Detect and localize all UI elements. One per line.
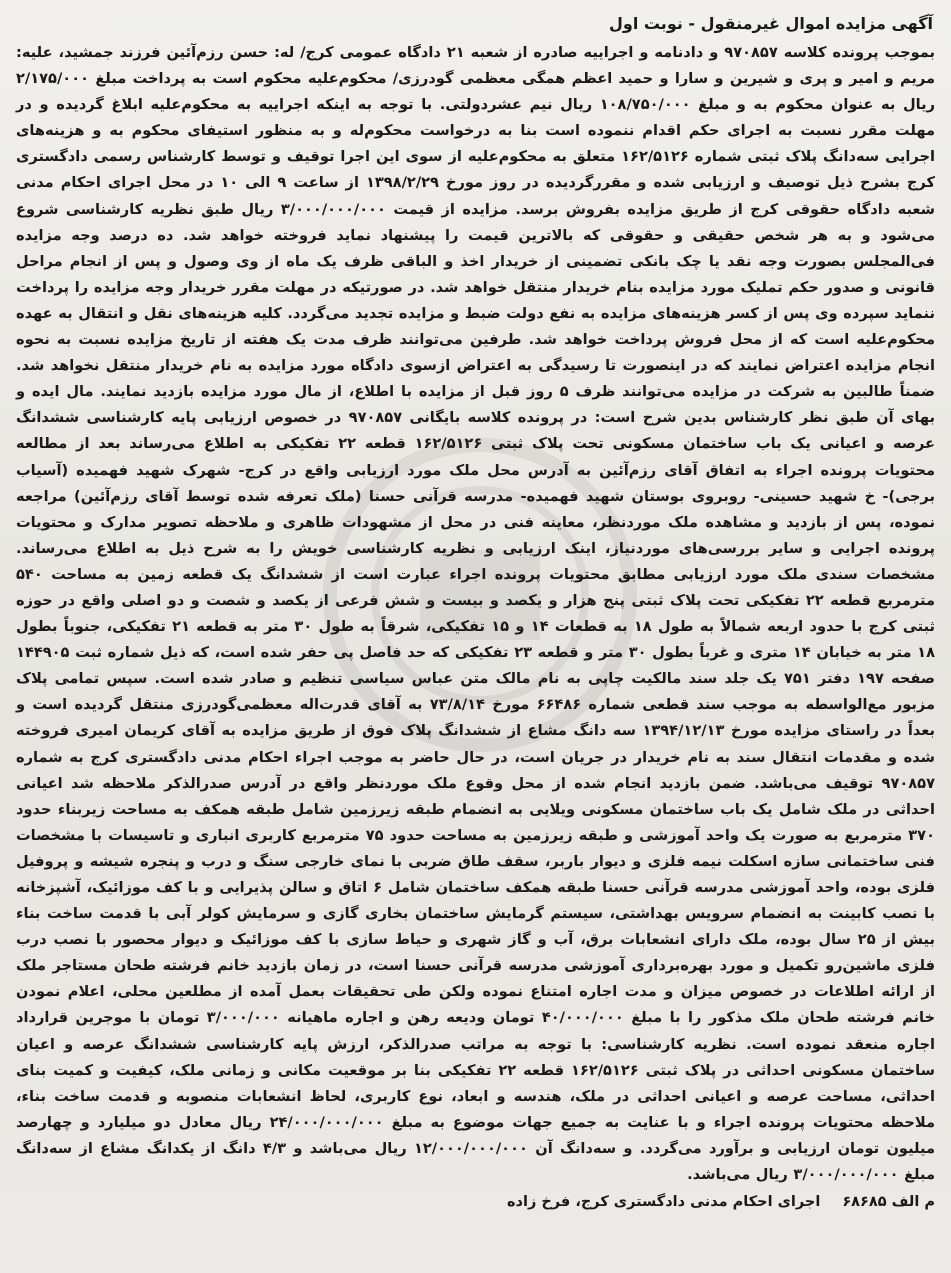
notice-signature: اجرای احکام مدنی دادگستری کرج، فرخ زاده (506, 1194, 821, 1211)
notice-body: بموجب پرونده کلاسه ۹۷۰۸۵۷ و دادنامه و اجراییه صادره از شعبه ۲۱ دادگاه عمومی کرج/ له: حسن رزم‌آئین فرزند جمشید، علیه: مریم و امیر و پری و شیرین و سارا و حمید اعظم همگی معظمی گودرزی/ محکوم‌علیه محکوم است به پرداخت مبلغ ۲/۱۷۵/۰۰۰ ریال به عنوان محکوم به و مبلغ ۱۰۸/۷۵۰/۰۰۰ ریال نیم عشردولتی. با توجه به اینکه اجراییه به محکوم‌علیه ابلاغ گردیده و در مهلت مقرر نسبت به اجرای حکم اقدام ننموده است بنا به درخواست محکوم‌له و به منظور استیفای محکوم به و هزینه‌های اجرایی سه‌دانگ پلاک ثبتی شماره ۱۶۲/۵۱۲۶ متعلق به محکوم‌علیه از سوی این اجرا توقیف و توسط کارشناس رسمی دادگستری کرج بشرح ذیل توصیف و ارزیابی شده و مقررگردیده در روز مورخ ۱۳۹۸/۲/۲۹ از ساعت ۹ الی ۱۰ در محل اجرای احکام مدنی شعبه دادگاه حقوقی کرج از طریق مزایده بفروش برسد. مزایده از قیمت ۳/۰۰۰/۰۰۰/۰۰۰ ریال طبق نظریه کارشناسی شروع می‌شود و به هر شخص حقیقی و حقوقی که بالاترین قیمت را پیشنهاد نماید فروخته خواهد شد. ده درصد وجه مزایده فی‌المجلس بصورت وجه نقد یا چک بانکی تضمینی از خریدار اخذ و الباقی ظرف یک ماه از وی وصول و پس از انجام مراحل قانونی و صدور حکم تملیک مورد مزایده بنام خریدار منتقل خواهد شد. در صورتیکه در مهلت مقرر خریدار وجه مزایده را پرداخت ننماید سپرده وی پس از کسر هزینه‌های مزایده به نفع دولت ضبط و مزایده تجدید می‌گردد. کلیه هزینه‌های نقل و انتقال به عهده محکوم‌علیه است که از محل فروش پرداخت خواهد شد. طرفین می‌توانند ظرف مدت یک هفته از تاریخ مزایده نسبت به نحوه انجام مزایده اعتراض نمایند که در اینصورت تا رسیدگی به اعتراض ازسوی دادگاه مورد مزایده به نام خریدار منتقل نخواهد شد. ضمناً طالبین به شرکت در مزایده می‌توانند ظرف ۵ روز قبل از مزایده با اطلاع، از مال مورد مزایده بازدید نمایند. مال ایده و بهای آن طبق نظر کارشناس بدین شرح است: در پرونده کلاسه بایگانی ۹۷۰۸۵۷ در خصوص ارزیابی پایه کارشناسی ششدانگ عرصه و اعیانی یک باب ساختمان مسکونی تحت پلاک ثبتی ۱۶۲/۵۱۲۶ قطعه ۲۲ تفکیکی به اطلاع می‌رساند بعد از مطالعه محتویات پرونده اجراء به اتفاق آقای رزم‌آئین به آدرس محل ملک مورد ارزیابی واقع در کرج- شهرک شهید فهمیده (آسیاب برجی)- خ شهید حسینی- روبروی بوستان شهید فهمیده- مدرسه قرآنی حسنا (ملک تعرفه شده توسط آقای رزم‌آئین) مراجعه نموده، پس از بازدید و مشاهده ملک موردنظر، معاینه فنی در محل از مشهودات ظاهری و ملاحظه تصویر مدارک و محتویات پرونده اجرایی و سایر بررسی‌های موردنیاز، اینک ارزیابی و نظریه کارشناسی خویش را به شرح ذیل به اطلاع می‌رساند. مشخصات سندی ملک مورد ارزیابی مطابق محتویات پرونده اجراء عبارت است از ششدانگ یک قطعه زمین به مساحت ۵۴۰ مترمربع قطعه ۲۲ تفکیکی تحت پلاک ثبتی پنج هزار و یکصد و بیست و شش فرعی از یکصد و شصت و دو اصلی واقع در حوزه ثبتی کرج با حدود اربعه شمالاً به طول ۱۸ به قطعات ۱۴ و ۱۵ تفکیکی، شرقاً به طول ۳۰ متر به قطعه ۲۱ تفکیکی، جنوباً بطول ۱۸ متر به خیابان ۱۴ متری و غرباً بطول ۳۰ متر و قطعه ۲۳ تفکیکی که حد فاصل پی حفر شده است، که ذیل شماره ثبت ۱۴۴۹۰۵ صفحه ۱۹۷ دفتر ۷۵۱ یک جلد سند مالکیت چاپی به نام مالک متن عباس سیاسی تنظیم و صادر شده است. سپس تمامی پلاک مزبور مع‌الواسطه به موجب سند قطعی شماره ۶۶۴۸۶ مورخ ۷۳/۸/۱۴ به آقای قدرت‌اله معظمی‌گودرزی منتقل گردیده است و بعداً در راستای مزایده مورخ ۱۳۹۴/۱۲/۱۳ سه دانگ مشاع از ششدانگ پلاک فوق از طریق مزایده به آقای کریمان امیری فروخته شده و مقدمات انتقال سند به نام خریدار در جریان است، در حال حاضر به موجب اجراء احکام مدنی دادگستری کرج به شماره ۹۷۰۸۵۷ توقیف می‌باشد. ضمن بازدید انجام شده از محل وقوع ملک موردنظر واقع در آدرس صدرالذکر ملاحظه شد اعیانی احداثی در ملک شامل یک باب ساختمان مسکونی ویلایی به انضمام طبقه زیرزمین شامل طبقه همکف به مساحت زیربناء حدود ۳۷۰ مترمربع به صورت یک واحد آموزشی و طبقه زیرزمین به مساحت حدود ۷۵ مترمربع کاربری انباری و تاسیسات با مشخصات فنی ساختمانی سازه اسکلت نیمه فلزی و دیوار باربر، سقف طاق ضربی با نمای خارجی سنگ و درب و پنجره شیشه و پروفیل فلزی بوده، واحد آموزشی مدرسه قرآنی حسنا طبقه همکف ساختمان شامل ۶ اتاق و سالن پذیرایی و با کف موزائیک، آشپزخانه با نصب کابینت به انضمام سرویس بهداشتی، سیستم گرمایش ساختمان بخاری گازی و سرمایش کولر آبی با قدمت ساخت بناء بیش از ۲۵ سال بوده، ملک دارای انشعابات برق، آب و گاز شهری و حیاط سازی با کف موزائیک و دیوار محصور با نصب درب فلزی ماشین‌رو تکمیل و مورد بهره‌برداری آموزشی مدرسه قرآنی حسنا است، در زمان بازدید خانم فرشته طحان مستاجر ملک از ارائه اطلاعات در خصوص میزان و مدت اجاره امتناع نموده ولکن طی تحقیقات بعمل آمده از مطلعین محلی، اعلام نمودن خانم فرشته طحان ملک مذکور را با مبلغ ۴۰/۰۰۰/۰۰۰ تومان ودیعه رهن و اجاره ماهیانه ۳/۰۰۰/۰۰۰ تومان با موجرین قرارداد اجاره منعقد نموده است. نظریه کارشناسی: با توجه به مراتب صدرالذکر، ارزش پایه کارشناسی ششدانگ عرصه و اعیان ساختمان مسکونی احداثی در پلاک ثبتی ۱۶۲/۵۱۲۶ قطعه ۲۲ تفکیکی بنا بر موقعیت مکانی و زمانی ملک، کیفیت و کمیت بنای احداثی، مساحت عرصه و اعیانی احداثی در ملک، هندسه و ابعاد، نوع کاربری، لحاظ انشعابات منصوبه و قدمت ساخت بناء، ملاحظه محتویات پرونده اجراء و با عنایت به جمیع جهات موضوع به مبلغ ۲۴/۰۰۰/۰۰۰/۰۰۰ ریال معادل دو میلیارد و چهارصد میلیون تومان ارزیابی و برآورد می‌گردد. و سه‌دانگ آن ۱۲/۰۰۰/۰۰۰/۰۰۰ ریال می‌باشد و ۴/۳ دانگ از یکدانگ مشاع از سه‌دانگ مبلغ ۳/۰۰۰/۰۰۰/۰۰۰ ریال می‌باشد. (16, 44, 936, 1184)
notice-title: آگهی مزایده اموال غیرمنقول - نوبت اول (608, 14, 933, 33)
notice-footer (16, 1190, 935, 1214)
notice-code: م الف ۶۸۶۸۵ (842, 1194, 935, 1211)
